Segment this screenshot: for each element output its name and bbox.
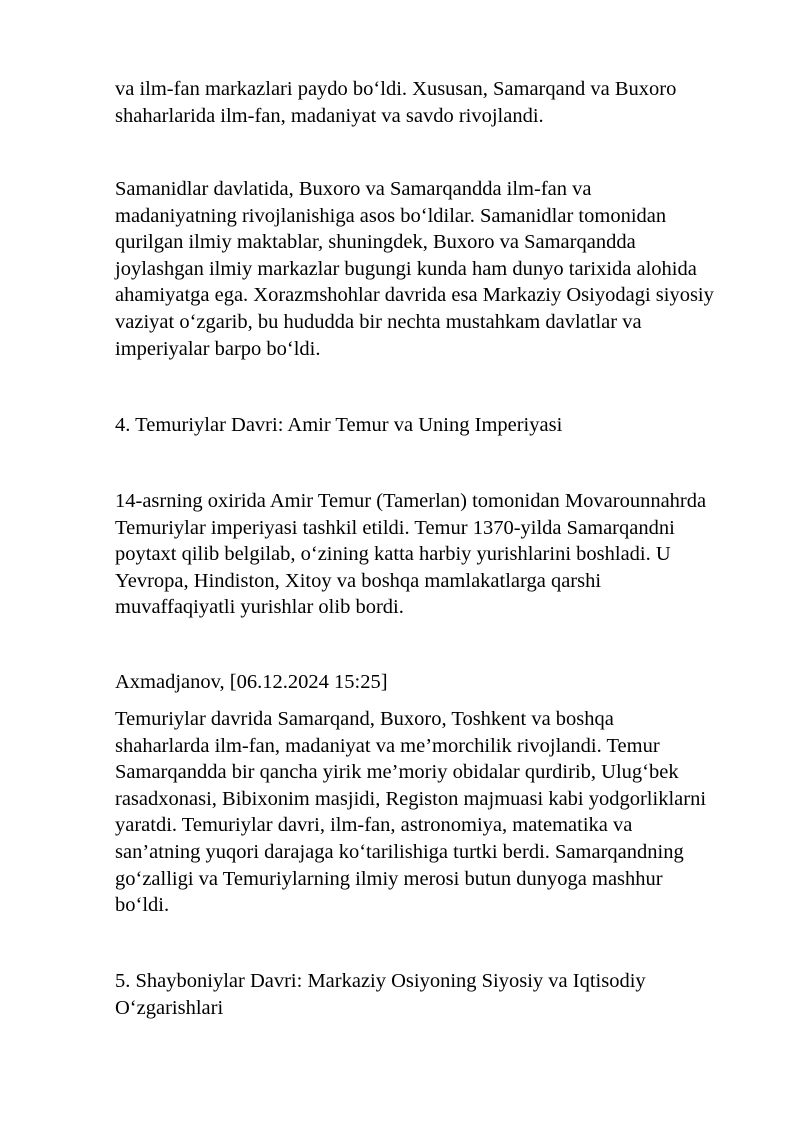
message-timestamp: Axmadjanov, [06.12.2024 15:25] [115,671,388,693]
paragraph: 14-asrning oxirida Amir Temur (Tamerlan) tomonidan Movarounnahrda Temuriylar imperiyasi tashkil etildi. Temur 1370-yilda Samarqandni poytaxt qilib belgilab, o‘zining katta harbiy yurishlarini boshladi. U Yevropa, Hindiston, Xitoy va boshqa mamlakatlarga qarshi muvaffaqiyatli yurishlar olib bordi. [115,490,707,619]
paragraph: Samanidlar davlatida, Buxoro va Samarqandda ilm-fan va madaniyatning rivojlanishiga asos bo‘ldilar. Samanidlar tomonidan qurilgan ilmiy maktablar, shuningdek, Buxoro va Samarqandda joylashgan ilmiy markazlar bugungi kunda ham dunyo tarixida alohida ahamiyatga ega. Xorazmshohlar davrida esa Markaziy Osiyodagi siyosiy vaziyat o‘zgarib, bu hududda bir nechta mustahkam davlatlar va imperiyalar barpo bo‘ldi. [115,178,714,360]
section-heading: 4. Temuriylar Davri: Amir Temur va Uning Imperiyasi [115,414,563,436]
paragraph: Temuriylar davrida Samarqand, Buxoro, Toshkent va boshqa shaharlarda ilm-fan, madaniyat va me’morchilik rivojlandi. Temur Samarqandda bir qancha yirik me’moriy obidalar qurdirib, Ulug‘bek rasadxonasi, Bibixonim masjidi, Registon majmuasi kabi yodgorliklarni yaratdi. Temuriylar davri, ilm-fan, astronomiya, matematika va san’atning yuqori darajaga ko‘tarilishiga turtki berdi. Samarqandning go‘zalligi va Temuriylarning ilmiy merosi butun dunyoga mashhur bo‘ldi. [115,708,707,917]
section-heading: 5. Shayboniylar Davri: Markaziy Osiyoning Siyosiy va Iqtisodiy O‘zgarishlari [115,970,646,1019]
paragraph: va ilm-fan markazlari paydo bo‘ldi. Xususan, Samarqand va Buxoro shaharlarida ilm-fan, madaniyat va savdo rivojlandi. [115,78,677,127]
